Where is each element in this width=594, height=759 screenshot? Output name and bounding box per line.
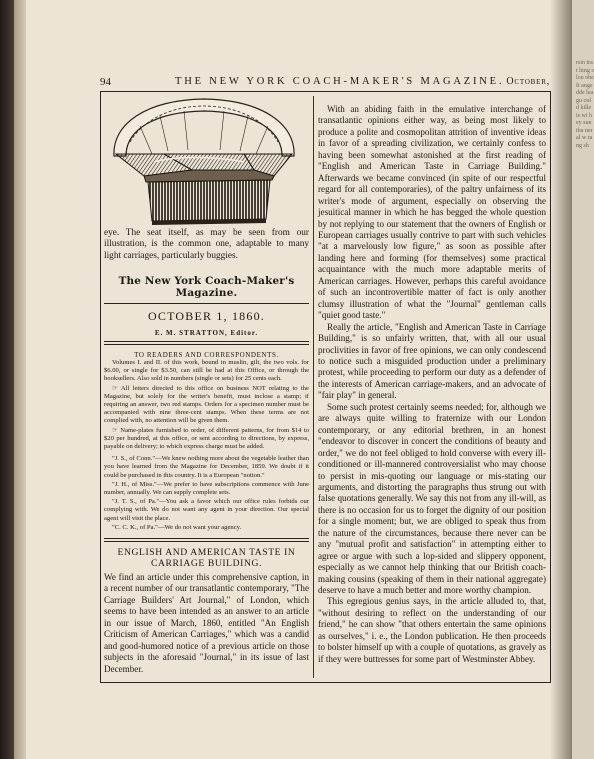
notice-name-plates: ☞ Name-plates furnished to order, of different patterns, for from $14 to $20 per hundred, at this office, or sent according to directions, by express, payable on delivery; to which express charge must be added. [104, 426, 309, 450]
correspondents-section [104, 359, 309, 532]
carriage-seat-illustration [104, 96, 309, 229]
masthead-rule [104, 303, 309, 304]
article-paragraph-3: Really the article, "English and American Taste in Carriage Building," is so unfairly written, that, with all our usual proclivities in favor of free opinions, we can only condescend to notice such a misguided production under a preliminary protest, while proceeding to perform our duty as a defender of the interests of American carriage-makers, and an advocate of "fair play" in general. [318, 321, 546, 401]
masthead-rule-double [104, 344, 309, 345]
running-title: THE NEW YORK COACH-MAKER'S MAGAZINE. [175, 76, 505, 87]
notice-letters: ☞ All letters directed to this office on business NOT relating to the Magazine, but solely for the writer's benefit, must inclose a stamp; if requiring an answer, two red stamps. Orders for a specimen number must be accompanied with nine three-cent stamps. When these terms are not complied with, no attention will be given them. [104, 384, 309, 425]
notice-volumes: Volumes I. and II. of this work, bound in muslin, gilt, the two vols. for $6.00, or single for $3.50, can still be had at this Office, or through the booksellers. Also sold in numbers (single or sets) for 25 cents each. [104, 358, 309, 383]
left-column [104, 96, 309, 675]
issue-month: October, [506, 76, 550, 87]
illustration-caption: eye. The seat itself, as may be seen from our illustration, is the common one, adaptable to many light carriages, particularly buggies. [104, 228, 309, 261]
carriage-seat-engraving-icon [104, 96, 309, 229]
reply-js-conn: "J. S., of Conn."—We knew nothing more about the vegetable leather than you have learned from the Magazine for December, 1859. We doubt if it could be purchased in this country. It is a European "notion." [104, 455, 309, 479]
article-paragraph-5: This egregious genius says, in the article alluded to, that, "without desiring to reflect on the understanding of our friend," he can show "that others entertain the same opinions as ourselves," i. e., the London publication. He then proceeds to bolster himself up with a couple of quotations, as gravely as if they were buttresses for some part of Westminster Abbey. [318, 596, 546, 664]
reply-cck-pa: "C. C. K., of Pa."—We do not want your agency. [112, 523, 242, 531]
article-continuation [318, 104, 546, 665]
page-number: 94 [100, 76, 111, 88]
book-binding [0, 0, 14, 759]
reply-jh-miss: "J. H., of Miss."—We prefer to have subscriptions commence with June number, annually. We can supply complete sets. [104, 480, 309, 496]
editor-line: E. M. STRATTON, Editor. [154, 328, 259, 337]
correspondents-heading: TO READERS AND CORRESPONDENTS. [134, 350, 279, 359]
article-paragraph-4: Some such protest certainly seems needed; for, although we are always quite willing to fraternize with our London contemporary, or any editorial brethren, in an honest "endeavor to discover in concert the conditions of beauty and order," we do not feel obliged to hold converse with every ill-conditioned or ill-mannered controversialist who may choose to persist in mis-quoting our language or mis-stating our arguments, and distorting the paragraphs thus strung out with false quotations generally. We say this not from any ill-will, as there is no occasion for us to forget the dignity of our position for a single moment; but, we are obliged to speak thus from the nature of the circumstances, because there never can be any "mutual profit and satisfaction" in attempting either to agree or argue with such a lop-sided and slippery opponent, especially as we cannot help thinking that our British coach-making cousins (speaking of them in their national aggregate) deserve to have a much better and more worthy champion. [318, 401, 546, 596]
right-column [318, 104, 546, 665]
masthead-title: The New York Coach-Maker's Magazine. [118, 274, 295, 299]
adjacent-page-text: rsin trat hing slou obefi ange dde leagu ould kille is wi hey sun tha ner al w rang sh [576, 60, 594, 149]
reply-jts-pa: "J. T. S., of Pa."—You ask a favor which our office rules forbids our complying with. We do not want any agent in your direction. Our special agent will visit the place. [104, 498, 309, 522]
article-title: ENGLISH AND AMERICAN TASTE IN CARRIAGE BUILDING. [117, 546, 296, 569]
column-divider [313, 96, 314, 678]
issue-date: OCTOBER 1, 1860. [148, 308, 265, 323]
article-rule [104, 538, 309, 539]
article-rule-double [104, 541, 309, 542]
adjacent-page-edge [572, 0, 594, 759]
article-opening [104, 572, 309, 675]
page-gutter [14, 0, 26, 759]
article-paragraph-2: With an abiding faith in the emulative interchange of transatlantic opinions either way, as being most likely to produce a polite and cosmopolitan attrition of inventive ideas in favor of a spreading civilization, we certainly confess to having been somewhat astonished at the first reading of "English and American Taste in Carriage Building." Afterwards we became convinced (in spite of our respectful regard for all contemporaries), of the paltry unfairness of its writer's mode of argument, especially on observing the jesuitical manner in which he has begged the whole question by not replying to our statement that the owners of English or European carriages usually contrive to part with such vehicles "at a marvelously low figure," as soon as possible after landing here and forming (for themselves) some practical acquaintance with the much more adaptable merits of American carriages. However, perhaps this careful avoidance of such an incontrovertible matter of fact is only another clumsy illustration of what the "Journal" gentleman calls "quiet good taste." [318, 104, 546, 321]
page-fold-shadow [550, 0, 572, 759]
article-paragraph-1: We find an article under this comprehensive caption, in a recent number of our transatlantic contemporary, "The Carriage Builders' Art Journal," of London, which seems to have been intended as an answer to an article in our issue of March, 1860, entitled "An English Criticism of American Carriages," which was a candid and good-humored notice of a previous article on those subjects in the aforesaid "Journal," in its issue of last December. [104, 571, 309, 674]
masthead-rule-lower [104, 341, 309, 342]
running-header [100, 76, 550, 90]
